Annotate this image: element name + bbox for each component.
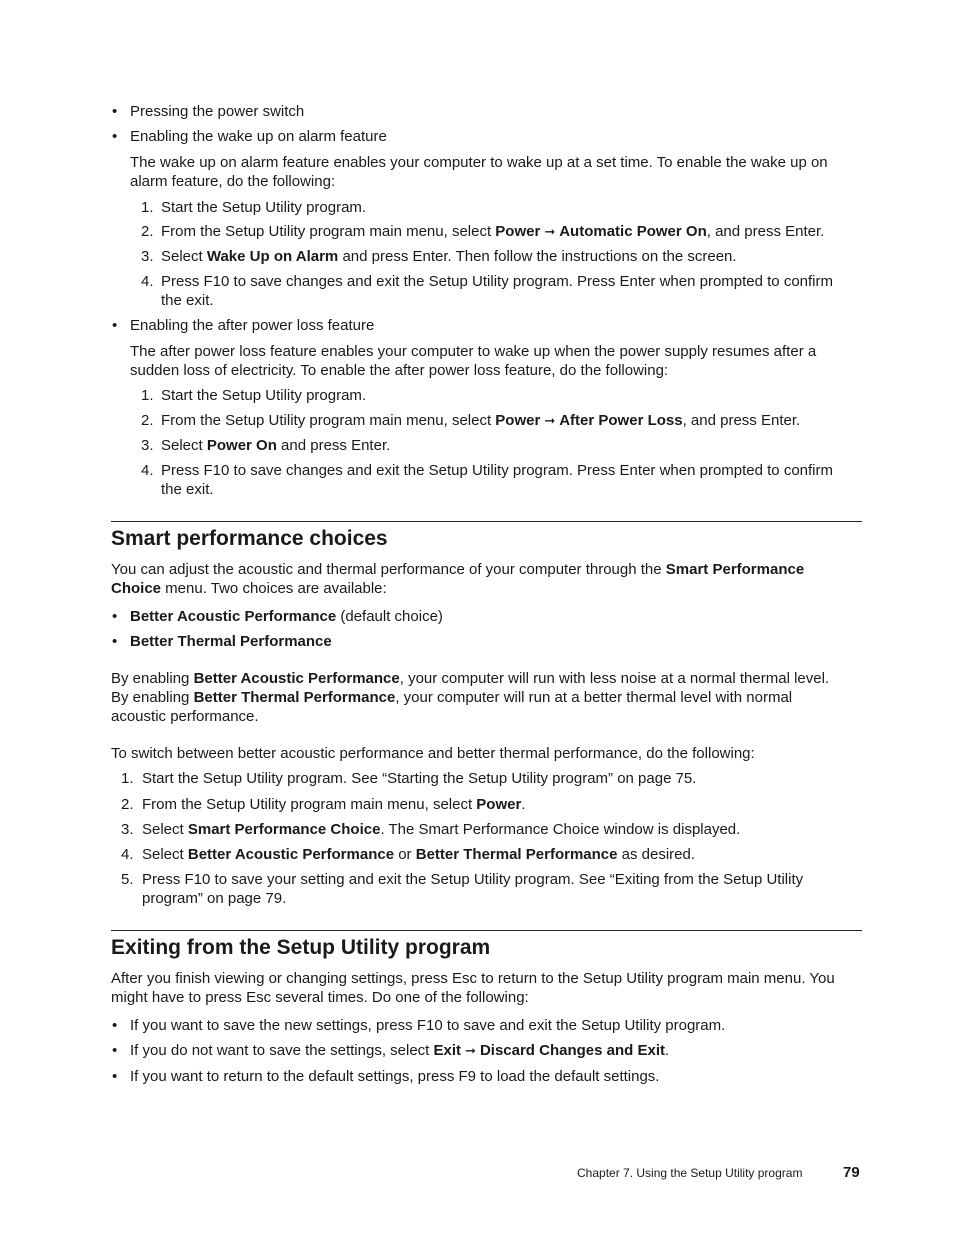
step-number: 2. xyxy=(141,412,154,429)
step-text: Select Power On and press Enter. xyxy=(161,437,391,454)
step-number: 5. xyxy=(121,871,134,888)
step-number: 4. xyxy=(141,462,154,479)
page-number: 79 xyxy=(843,1164,860,1181)
step-number: 2. xyxy=(121,796,134,813)
bullet-mark: • xyxy=(112,633,118,650)
list-item: Pressing the power switch xyxy=(130,103,305,120)
section-heading-exiting: Exiting from the Setup Utility program xyxy=(111,936,491,959)
step-number: 1. xyxy=(141,199,154,216)
bullet-mark: • xyxy=(112,1042,118,1059)
wake-alarm-paragraph: The wake up on alarm feature enables your computer to wake up at a set time. To enable the wake up on alarm feature, do the following: xyxy=(130,154,828,190)
section-divider xyxy=(111,521,862,522)
step-number: 3. xyxy=(141,437,154,454)
step-text: Press F10 to save your setting and exit the Setup Utility program. See “Exiting from the Setup Utility program” on page 79. xyxy=(142,871,804,907)
bullet-mark: • xyxy=(112,1068,118,1085)
step-text: From the Setup Utility program main menu, select Power ➞ After Power Loss, and press Enter. xyxy=(161,412,801,429)
step-number: 4. xyxy=(141,273,154,290)
step-text: Press F10 to save changes and exit the Setup Utility program. Press Enter when prompted to confirm the exit. xyxy=(161,273,833,309)
list-item: Enabling the after power loss feature xyxy=(130,317,375,334)
bullet-mark: • xyxy=(112,608,118,625)
step-text: From the Setup Utility program main menu, select Power. xyxy=(142,796,526,813)
list-item: If you want to return to the default settings, press F9 to load the default settings. xyxy=(130,1068,660,1085)
list-item: If you want to save the new settings, press F10 to save and exit the Setup Utility program. xyxy=(130,1017,726,1034)
step-text: Select Smart Performance Choice. The Smart Performance Choice window is displayed. xyxy=(142,821,741,838)
footer-chapter-title: Chapter 7. Using the Setup Utility program xyxy=(577,1166,803,1180)
step-text: Start the Setup Utility program. See “Starting the Setup Utility program” on page 75. xyxy=(142,770,697,787)
step-number: 1. xyxy=(141,387,154,404)
step-text: Start the Setup Utility program. xyxy=(161,387,367,404)
step-text: Press F10 to save changes and exit the Setup Utility program. Press Enter when prompted to confirm the exit. xyxy=(161,462,833,498)
step-number: 2. xyxy=(141,223,154,240)
exiting-intro-paragraph: After you finish viewing or changing settings, press Esc to return to the Setup Utility program main menu. You might have to press Esc several times. Do one of the following: xyxy=(111,970,835,1006)
bullet-mark: • xyxy=(112,1017,118,1034)
arrow-icon: ➞ xyxy=(465,1043,476,1058)
step-text: Start the Setup Utility program. xyxy=(161,199,367,216)
list-item: Better Thermal Performance xyxy=(130,633,332,650)
section-heading-smart-performance: Smart performance choices xyxy=(111,527,388,550)
smart-intro-paragraph: You can adjust the acoustic and thermal performance of your computer through the Smart Performance Choice menu. Two choices are available: xyxy=(111,561,805,597)
list-item: Enabling the wake up on alarm feature xyxy=(130,128,387,145)
step-number: 4. xyxy=(121,846,134,863)
arrow-icon: ➞ xyxy=(544,413,556,428)
bullet-mark: • xyxy=(112,103,118,120)
step-number: 3. xyxy=(141,248,154,265)
step-number: 1. xyxy=(121,770,134,787)
step-number: 3. xyxy=(121,821,134,838)
step-text: From the Setup Utility program main menu, select Power ➞ Automatic Power On, and press Enter. xyxy=(161,223,825,240)
list-item: Better Acoustic Performance (default choice) xyxy=(130,608,443,625)
section-divider xyxy=(111,930,862,931)
power-loss-paragraph: The after power loss feature enables your computer to wake up when the power supply resumes after a sudden loss of electricity. To enable the after power loss feature, do the following: xyxy=(130,343,817,379)
arrow-icon: ➞ xyxy=(544,224,556,239)
bullet-mark: • xyxy=(112,317,118,334)
list-item: If you do not want to save the settings, select Exit ➞ Discard Changes and Exit. xyxy=(130,1042,670,1059)
smart-steps-intro: To switch between better acoustic performance and better thermal performance, do the following: xyxy=(111,745,755,762)
bullet-mark: • xyxy=(112,128,118,145)
step-text: Select Better Acoustic Performance or Better Thermal Performance as desired. xyxy=(142,846,696,863)
step-text: Select Wake Up on Alarm and press Enter. Then follow the instructions on the screen. xyxy=(161,248,737,265)
smart-explanation-paragraph: By enabling Better Acoustic Performance, your computer will run with less noise at a normal thermal level. By enabling Better Thermal Performance, your computer will run at a better thermal level with normal acoustic performance. xyxy=(111,670,830,725)
